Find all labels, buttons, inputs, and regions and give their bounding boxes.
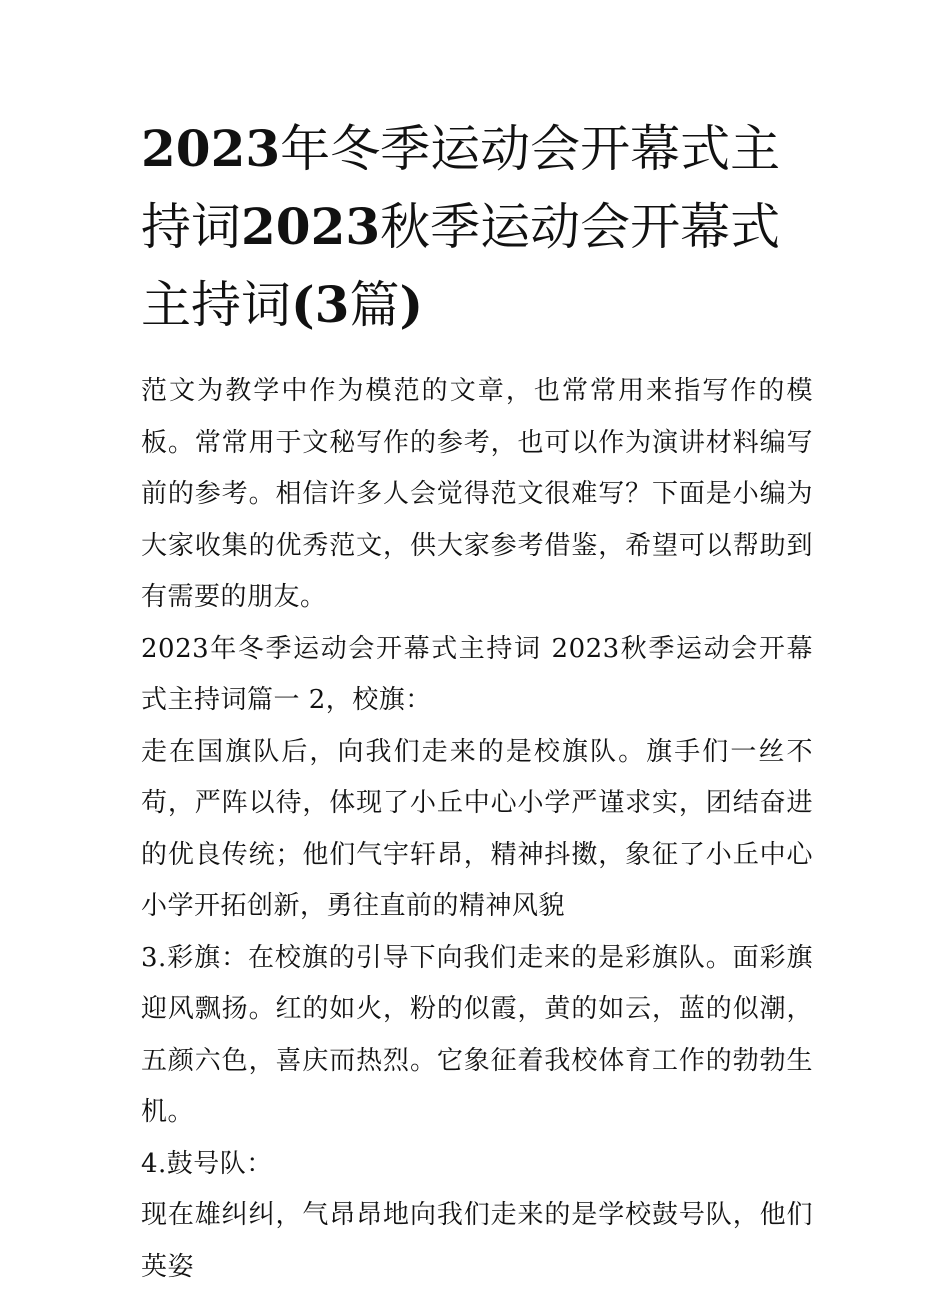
title-part: 年冬季运动会开幕式主持词	[141, 120, 781, 256]
section-heading: 2023年冬季运动会开幕式主持词 2023秋季运动会开幕式主持词篇一 2，校旗：	[141, 633, 813, 715]
title-part: 2023	[141, 119, 281, 178]
title-part: )	[399, 275, 424, 334]
document-title	[141, 110, 813, 344]
document-page	[141, 110, 813, 1293]
document-body	[141, 366, 813, 1293]
section-heading: 4.鼓号队：	[141, 1148, 273, 1179]
title-part: (3	[291, 275, 350, 334]
title-part: 2023	[241, 197, 381, 256]
body-paragraph: 3.彩旗：在校旗的引导下向我们走来的是彩旗队。面彩旗迎风飘扬。红的如火，粉的似霞，黄的如云，蓝的似潮，五颜六色，喜庆而热烈。它象征着我校体育工作的勃勃生机。	[141, 942, 813, 1127]
body-paragraph: 走在国旗队后，向我们走来的是校旗队。旗手们一丝不苟，严阵以待，体现了小丘中心小学严谨求实，团结奋进的优良传统；他们气宇轩昂，精神抖擞，象征了小丘中心小学开拓创新，勇往直前的精神风貌	[141, 736, 813, 921]
body-paragraph: 现在雄纠纠，气昂昂地向我们走来的是学校鼓号队，他们英姿	[141, 1200, 813, 1282]
intro-paragraph: 范文为教学中作为模范的文章，也常常用来指写作的模板。常常用于文秘写作的参考，也可以作为演讲材料编写前的参考。相信许多人会觉得范文很难写？下面是小编为大家收集的优秀范文，供大家参考借鉴，希望可以帮助到有需要的朋友。	[141, 376, 813, 612]
title-part: 篇	[349, 276, 400, 334]
title-part: 秋季运动会开幕式主持词	[141, 198, 781, 334]
